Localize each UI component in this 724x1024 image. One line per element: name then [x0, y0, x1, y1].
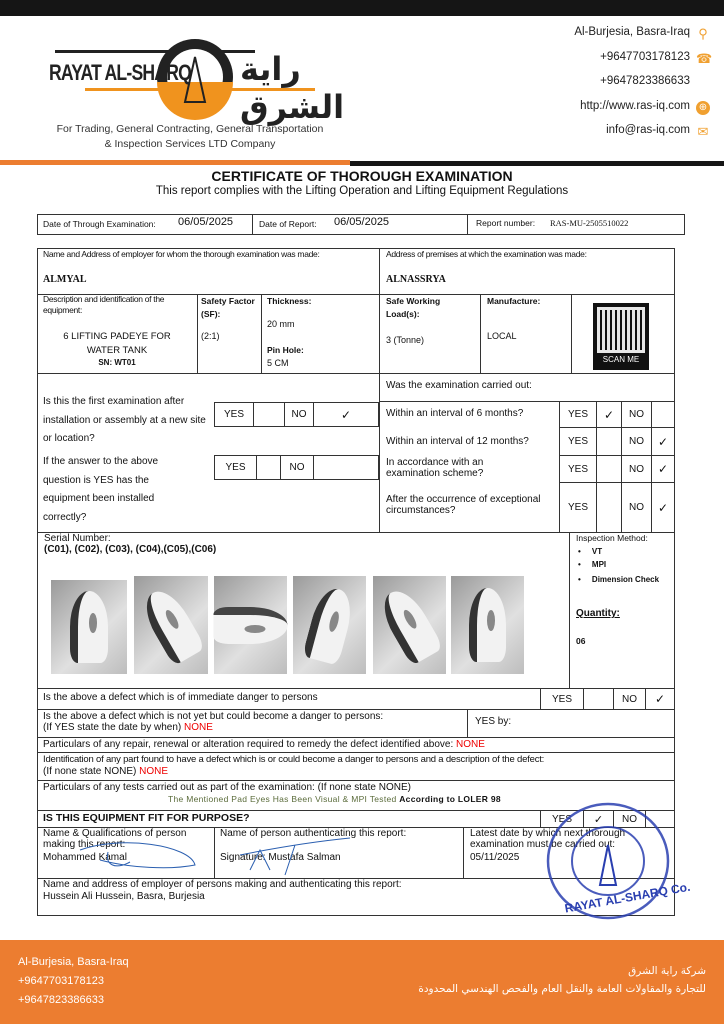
immediate-no[interactable]: NO	[613, 688, 646, 710]
qr-code[interactable]	[593, 303, 649, 370]
mail-icon: ✉	[697, 124, 709, 139]
equipment-desc-line: WATER TANK	[86, 345, 148, 356]
footer-ar-description: للتجارة والمقاولات العامة والنقل العام والفحص الهندسي المحدودة	[418, 983, 706, 995]
instruction-text: (If none state NONE)	[43, 766, 137, 777]
method-item: • Dimension Check	[578, 575, 660, 584]
report-number-label: Report number:	[476, 218, 536, 228]
footer-contact	[18, 953, 129, 1010]
exceptional-yes[interactable]: YES	[559, 482, 597, 533]
certificate-title: CERTIFICATE OF THOROUGH EXAMINATION	[211, 168, 513, 184]
phone-icon: ☎	[696, 51, 713, 66]
report-date-label: Date of Report:	[259, 219, 317, 229]
equipment-desc-line: 6 LIFTING PADEYE FOR	[63, 331, 171, 342]
q-scheme: In accordance with an examination scheme?	[386, 457, 484, 479]
exam-date-label: Date of Through Examination:	[43, 219, 156, 229]
next-exam-label: Latest date by which next thorough examination must be carried out:	[470, 828, 626, 850]
fit-yes[interactable]: YES	[540, 810, 584, 828]
footer-phone-2: +9647823386633	[18, 994, 104, 1006]
company-tagline	[20, 122, 360, 152]
col-divider	[379, 248, 380, 532]
quantity-value: 06	[576, 636, 586, 646]
scheme-yes[interactable]: YES	[559, 455, 597, 483]
6m-yes-check[interactable]: ✓	[596, 401, 622, 428]
footer-ar-company: شركة راية الشرق	[628, 965, 706, 977]
authenticator-label: Name of person authenticating this report:	[220, 828, 407, 839]
maker-value: Mohammed Kamal	[43, 852, 127, 863]
tests-label: Particulars of any tests carried out as part of the examination: (If none state NONE)	[43, 782, 411, 793]
manufacture-value: LOCAL	[487, 331, 517, 341]
certificate-subtitle: This report complies with the Lifting Operation and Lifting Equipment Regulations	[155, 185, 569, 197]
first-exam-yes[interactable]: YES	[214, 402, 254, 427]
exceptional-no-check[interactable]: ✓	[651, 482, 675, 533]
quantity-label: Quantity:	[576, 608, 620, 619]
defect-future-instruction	[43, 722, 213, 733]
footer	[0, 940, 724, 1024]
carried-out-label: Was the examination carried out:	[386, 380, 532, 391]
equipment-sn: SN: WT01	[98, 358, 136, 367]
next-exam-date: 05/11/2025	[470, 852, 520, 863]
fit-yes-check[interactable]: ✓	[583, 810, 614, 828]
employer2-value: Hussein Ali Hussein, Basra, Burjesia	[43, 891, 205, 902]
q-6-months: Within an interval of 6 months?	[386, 408, 524, 419]
equipment-description	[37, 330, 197, 368]
sf-value: (2:1)	[201, 331, 220, 341]
swl-value: 3 (Tonne)	[386, 335, 425, 345]
company-logo	[45, 22, 345, 126]
col-divider	[467, 709, 468, 738]
employer2-label: Name and address of employer of persons making and authenticating this report:	[43, 879, 402, 890]
divider-orange	[0, 160, 350, 165]
tests-value	[168, 794, 501, 805]
website-link[interactable]: http://www.ras-iq.com	[580, 100, 690, 112]
footer-arabic	[418, 962, 706, 998]
scheme-no-check[interactable]: ✓	[651, 455, 675, 483]
employer-label: Name and Address of employer for whom the thorough examination was made:	[43, 249, 320, 259]
q-exceptional: After the occurrence of exceptional circumstances?	[386, 494, 541, 516]
12m-no-check[interactable]: ✓	[651, 427, 675, 456]
method-mpi: MPI	[591, 560, 607, 569]
qr-pattern	[597, 307, 645, 353]
first-exam-question: Is this the first examination after installation or assembly at a new site or location?	[43, 396, 206, 444]
identification-value: NONE	[139, 766, 169, 777]
padeye-photo-4	[293, 576, 366, 674]
defect-future-value: NONE	[184, 722, 213, 733]
footer-phone-1: +9647703178123	[18, 975, 104, 987]
thickness-value: 20 mm	[267, 319, 295, 329]
stamp-text: RAYAT AL-SHARQ Co.	[563, 879, 692, 916]
installed-yes-box[interactable]	[256, 455, 281, 480]
exceptional-yes-box[interactable]	[596, 482, 622, 533]
defect-future-question: Is the above a defect which is not yet but could become a danger to persons:	[43, 711, 384, 722]
installed-no[interactable]: NO	[280, 455, 314, 480]
method-dimension: Dimension Check	[591, 575, 660, 584]
installed-question: If the answer to the above question is YES has the equipment been installed correctly?	[43, 456, 159, 523]
identification-label: Identification of any part found to have a defect which is or could become a danger to persons and a description of the defect:	[43, 754, 545, 765]
inspection-method-label: Inspection Method:	[576, 533, 648, 543]
exam-date-value: 06/05/2025	[178, 216, 234, 228]
contact-address: Al-Burjesia, Basra-Iraq	[574, 26, 690, 38]
footer-address: Al-Burjesia, Basra-Iraq	[18, 956, 129, 968]
padeye-photo-2	[134, 576, 208, 674]
tests-reference: According to LOLER 98	[399, 794, 501, 804]
logo-text-en: RAYAT AL-SHARQ	[49, 60, 192, 85]
tagline-line: & Inspection Services LTD Company	[104, 138, 276, 150]
inspection-methods-list	[578, 545, 659, 586]
serial-value: (C01), (C02), (C03), (C04),(C05),(C06)	[44, 544, 217, 555]
instruction-text: (If YES state the date by when)	[43, 722, 182, 733]
equipment-label: Description and identification of the equipment:	[43, 294, 165, 315]
padeye-photo-3	[214, 576, 287, 674]
installed-no-box[interactable]	[313, 455, 379, 480]
pin-hole-value: 5 CM	[267, 358, 289, 368]
report-number-value: RAS-MU-2505510022	[550, 218, 629, 228]
tests-text: The Mentioned Pad Eyes Has Been Visual & MPI Tested	[168, 794, 397, 804]
report-date-value: 06/05/2025	[334, 216, 390, 228]
premises-label: Address of premises at which the examination was made:	[386, 249, 587, 259]
defect-immediate-question: Is the above a defect which is of immediate danger to persons	[43, 692, 318, 703]
top-bar	[0, 0, 724, 16]
repair-value: NONE	[456, 739, 485, 750]
contact-phone-1: +9647703178123	[600, 51, 690, 63]
authenticator-value: Signature: Mustafa Salman	[220, 852, 341, 863]
immediate-no-check[interactable]: ✓	[645, 688, 675, 710]
location-pin-icon: ⚲	[698, 26, 708, 41]
col-divider	[569, 532, 570, 689]
immediate-yes-box[interactable]	[583, 688, 614, 710]
pin-hole-label: Pin Hole:	[267, 345, 304, 355]
exceptional-no[interactable]: NO	[621, 482, 652, 533]
identification-instruction	[43, 766, 168, 777]
padeye-photo-1	[51, 580, 127, 674]
swl-label: Safe Working Load(s):	[386, 296, 441, 319]
padeye-photo-6	[451, 576, 524, 674]
serial-label: Serial Number:	[44, 533, 111, 544]
q-12-months: Within an interval of 12 months?	[386, 436, 529, 447]
contact-phone-2: +9647823386633	[600, 75, 690, 87]
padeye-photo-5	[373, 576, 446, 674]
method-vt: VT	[591, 547, 603, 556]
installed-yes[interactable]: YES	[214, 455, 257, 480]
first-exam-no[interactable]: NO	[284, 402, 314, 427]
scan-me-label: SCAN ME	[602, 355, 640, 364]
immediate-yes[interactable]: YES	[540, 688, 584, 710]
sf-label: Safety Factor (SF):	[201, 296, 255, 319]
employer-value: ALMYAL	[43, 274, 87, 285]
method-item: • VT	[578, 547, 603, 556]
6m-no[interactable]: NO	[621, 401, 652, 428]
first-exam-no-check[interactable]: ✓	[313, 402, 379, 427]
scheme-yes-box[interactable]	[596, 455, 622, 483]
yes-by-label: YES by:	[475, 716, 512, 727]
repair-row	[43, 739, 485, 750]
first-exam-yes-box[interactable]	[253, 402, 285, 427]
premises-value: ALNASSRYA	[386, 274, 446, 285]
globe-icon: ⊕	[696, 101, 710, 115]
email-link[interactable]: info@ras-iq.com	[606, 124, 690, 136]
method-item: • MPI	[578, 560, 607, 569]
6m-yes[interactable]: YES	[559, 401, 597, 428]
12m-no[interactable]: NO	[621, 427, 652, 456]
12m-yes[interactable]: YES	[559, 427, 597, 456]
handwritten-signatures	[60, 830, 390, 880]
6m-no-box[interactable]	[651, 401, 675, 428]
manufacture-label: Manufacture:	[487, 296, 541, 306]
scheme-no[interactable]: NO	[621, 455, 652, 483]
logo-text-ar: راية الشرق	[240, 50, 345, 126]
maker-label: Name & Qualifications of person making this report:	[43, 828, 187, 850]
12m-yes-box[interactable]	[596, 427, 622, 456]
tagline-line: For Trading, General Contracting, General Transportation	[56, 123, 324, 135]
fit-for-purpose-question: IS THIS EQUIPMENT FIT FOR PURPOSE?	[43, 812, 250, 824]
repair-label: Particulars of any repair, renewal or alteration required to remedy the defect identified above:	[43, 739, 454, 750]
divider-black	[350, 161, 724, 166]
company-stamp	[544, 800, 692, 922]
fit-no[interactable]: NO	[613, 810, 646, 828]
thickness-label: Thickness:	[267, 296, 312, 306]
